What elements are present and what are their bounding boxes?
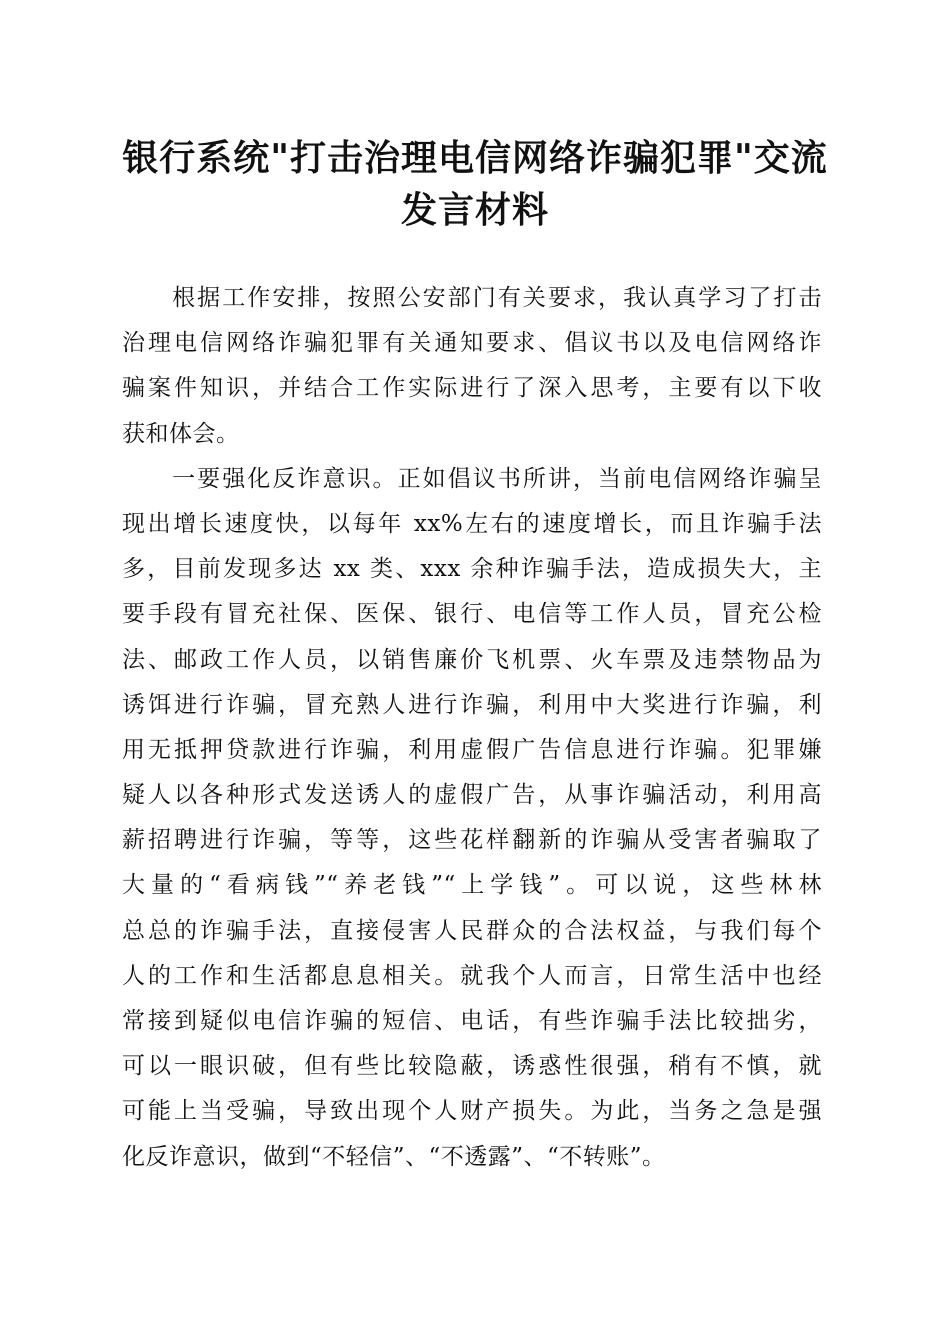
- document-title: [100, 132, 850, 236]
- text-line: 人的工作和生活都息息相关。就我个人而言，日常生活中也经: [122, 962, 822, 989]
- text-line: 多，目前发现多达 xx 类、xxx 余种诈骗手法，造成损失大，主: [122, 556, 822, 583]
- text-line: 获和体会。: [122, 420, 240, 447]
- text-line: 用无抵押贷款进行诈骗，利用虚假广告信息进行诈骗。犯罪嫌: [122, 736, 822, 763]
- text-line: 治理电信网络诈骗犯罪有关通知要求、倡议书以及电信网络诈: [122, 330, 822, 357]
- text-line: 根据工作安排，按照公安部门有关要求，我认真学习了打击: [122, 285, 822, 311]
- text-line: 现出增长速度快，以每年 xx%左右的速度增长，而且诈骗手法: [122, 510, 822, 537]
- text-line: 总总的诈骗手法，直接侵害人民群众的合法权益，与我们每个: [122, 917, 822, 944]
- text-line: 要手段有冒充社保、医保、银行、电信等工作人员，冒充公检: [122, 601, 822, 628]
- paragraph-intro: [122, 276, 822, 457]
- text-line: 薪招聘进行诈骗，等等，这些花样翻新的诈骗从受害者骗取了: [122, 827, 822, 854]
- text-line: 可能上当受骗，导致出现个人财产损失。为此，当务之急是强: [122, 1098, 822, 1125]
- text-line: 常接到疑似电信诈骗的短信、电话，有些诈骗手法比较拙劣，: [122, 1008, 822, 1034]
- document-body: [122, 276, 822, 1180]
- text-line: 诱饵进行诈骗，冒充熟人进行诈骗，利用中大奖进行诈骗，利: [122, 691, 822, 718]
- title-line-2: 发言材料: [400, 189, 549, 231]
- text-line: 疑人以各种形式发送诱人的虚假广告，从事诈骗活动，利用高: [122, 782, 822, 809]
- text-line: 大量的“看病钱”“养老钱”“上学钱”。可以说，这些林林: [122, 872, 822, 899]
- paragraph-anti-fraud-awareness: [122, 457, 822, 1180]
- title-line-1: 银行系统"打击治理电信网络诈骗犯罪"交流: [122, 137, 828, 179]
- text-line: 可以一眼识破，但有些比较隐蔽，诱惑性很强，稍有不慎，就: [122, 1053, 822, 1080]
- text-line: 一要强化反诈意识。正如倡议书所讲，当前电信网络诈骗呈: [122, 465, 822, 492]
- text-line: 骗案件知识，并结合工作实际进行了深入思考，主要有以下收: [122, 375, 822, 402]
- text-line: 法、邮政工作人员，以销售廉价飞机票、火车票及违禁物品为: [122, 646, 822, 673]
- text-line: 化反诈意识，做到“不轻信”、“不透露”、“不转账”。: [122, 1143, 666, 1170]
